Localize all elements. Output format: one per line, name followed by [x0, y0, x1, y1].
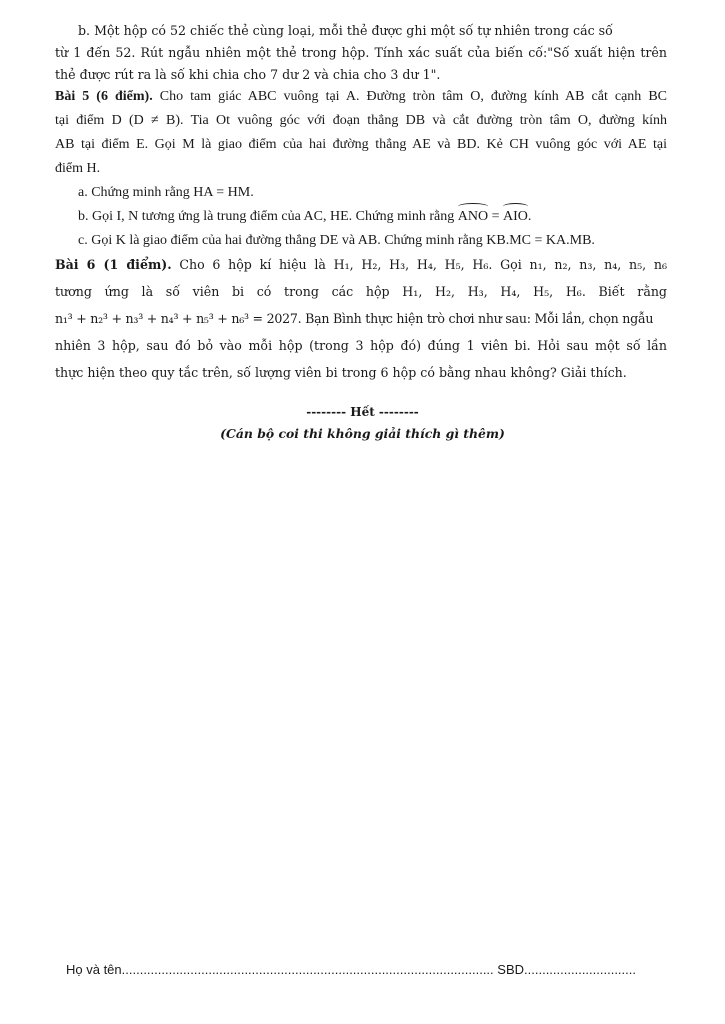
- bai5-line-4: điểm H.: [55, 161, 101, 176]
- bai6-text-1: Cho 6 hộp kí hiệu là H₁, H₂, H₃, H₄, H₅, H₆. Gọi n₁, n₂, n₃, n₄, n₅, n₆: [179, 257, 667, 272]
- candidate-number-label: SBD...............................: [497, 962, 636, 977]
- angle-aio: AIO: [503, 206, 528, 228]
- proctor-note: (Cán bộ coi thi không giải thích gì thêm): [220, 426, 505, 441]
- bai5-part-c: c. Gọi K là giao điểm của hai đường thẳng DE và AB. Chứng minh rằng KB.MC = KA.MB.: [78, 233, 595, 248]
- bai6-line-2: tương ứng là số viên bi có trong các hộp H₁, H₂, H₃, H₄, H₅, H₆. Biết rằng: [55, 284, 667, 299]
- bai5-line-3: AB tại điểm E. Gọi M là giao điểm của hai đường thẳng AE và BD. Kẻ CH vuông góc với AE tại: [55, 137, 667, 152]
- bai4b-line-1: b. Một hộp có 52 chiếc thẻ cùng loại, mỗi thẻ được ghi một số tự nhiên trong các số: [78, 23, 613, 38]
- bai5-part-a: a. Chứng minh rằng HA = HM.: [78, 185, 254, 200]
- bai5-line-2: tại điểm D (D ≠ B). Tia Ot vuông góc với đoạn thẳng DB và cắt đường tròn tâm O, đường kính: [55, 113, 667, 128]
- het-marker: -------- Hết --------: [306, 405, 419, 419]
- bai4b-line-2: từ 1 đến 52. Rút ngẫu nhiên một thẻ trong hộp. Tính xác suất của biến cố:"Số xuất hiện trên: [55, 45, 667, 60]
- bai5-line-1: [55, 86, 667, 108]
- bai5-part-b-end: .: [527, 209, 532, 224]
- bai5-part-b-eq: =: [491, 209, 500, 224]
- candidate-name-label: Họ và tên.......................................................................................................: [66, 962, 494, 977]
- bai5-heading: Bài 5 (6 điểm).: [55, 89, 153, 104]
- bai5-text-1: Cho tam giác ABC vuông tại A. Đường tròn tâm O, đường kính AB cắt cạnh BC: [159, 89, 667, 104]
- bai5-part-b-text: b. Gọi I, N tương ứng là trung điểm của AC, HE. Chứng minh rằng: [78, 209, 455, 224]
- bai6-line-5: thực hiện theo quy tắc trên, số lượng viên bi trong 6 hộp có bằng nhau không? Giải thích.: [55, 365, 627, 380]
- bai6-line-3: n₁³ + n₂³ + n₃³ + n₄³ + n₅³ + n₆³ = 2027. Bạn Bình thực hiện trò chơi như sau: Mỗi lần, chọn ngẫu: [55, 311, 654, 326]
- bai6-heading: Bài 6 (1 điểm).: [55, 257, 172, 272]
- bai6-line-1: [55, 254, 667, 276]
- bai6-line-4: nhiên 3 hộp, sau đó bỏ vào mỗi hộp (trong 3 hộp đó) đúng 1 viên bi. Hỏi sau một số lần: [55, 338, 667, 353]
- angle-ano: ANO: [458, 206, 488, 228]
- bai4b-line-3: thẻ được rút ra là số khi chia cho 7 dư 2 và chia cho 3 dư 1".: [55, 67, 441, 82]
- footer-line: [66, 962, 666, 977]
- bai5-part-b: [78, 206, 668, 228]
